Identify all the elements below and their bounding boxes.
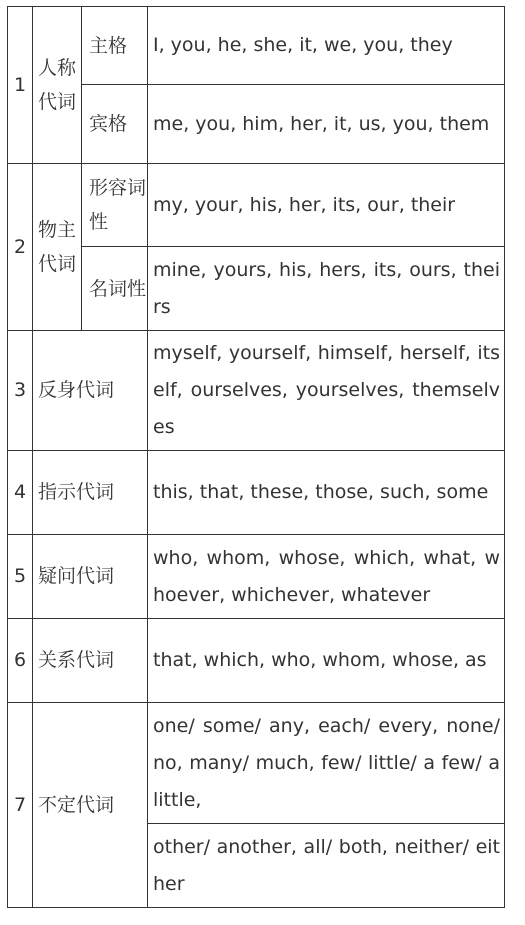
category-cell: 指示代词 — [33, 451, 148, 535]
row-number: 7 — [8, 703, 33, 908]
table-row — [8, 85, 505, 164]
subcategory-cell: 名词性 — [82, 247, 148, 331]
examples-cell: my, your, his, her, its, our, their — [148, 164, 505, 247]
examples-cell: other/ another, all/ both, neither/ either — [148, 824, 505, 908]
examples-cell: that, which, who, whom, whose, as — [148, 619, 505, 703]
table-row — [8, 451, 505, 535]
examples-cell: me, you, him, her, it, us, you, them — [148, 85, 505, 164]
table-row — [8, 164, 505, 247]
examples-cell: myself, yourself, himself, herself, itself, ourselves, yourselves, themselves — [148, 331, 505, 451]
category-cell: 不定代词 — [33, 703, 148, 908]
row-number: 1 — [8, 7, 33, 164]
examples-cell: one/ some/ any, each/ every, none/ no, many/ much, few/ little/ a few/ a little, — [148, 703, 505, 824]
category-cell: 疑问代词 — [33, 535, 148, 619]
table-row — [8, 331, 505, 451]
table-row — [8, 535, 505, 619]
subcategory-cell: 主格 — [82, 7, 148, 85]
table-row — [8, 247, 505, 331]
row-number: 4 — [8, 451, 33, 535]
pronoun-table — [7, 6, 505, 908]
table-row — [8, 619, 505, 703]
examples-cell: who, whom, whose, which, what, whoever, whichever, whatever — [148, 535, 505, 619]
table-row — [8, 703, 505, 824]
subcategory-cell: 形容词性 — [82, 164, 148, 247]
table-row — [8, 7, 505, 85]
row-number: 6 — [8, 619, 33, 703]
subcategory-cell: 宾格 — [82, 85, 148, 164]
category-cell: 物主代词 — [33, 164, 82, 331]
row-number: 3 — [8, 331, 33, 451]
category-cell: 关系代词 — [33, 619, 148, 703]
category-cell: 人称代词 — [33, 7, 82, 164]
examples-cell: I, you, he, she, it, we, you, they — [148, 7, 505, 85]
category-cell: 反身代词 — [33, 331, 148, 451]
examples-cell: this, that, these, those, such, some — [148, 451, 505, 535]
row-number: 5 — [8, 535, 33, 619]
row-number: 2 — [8, 164, 33, 331]
examples-cell: mine, yours, his, hers, its, ours, theirs — [148, 247, 505, 331]
